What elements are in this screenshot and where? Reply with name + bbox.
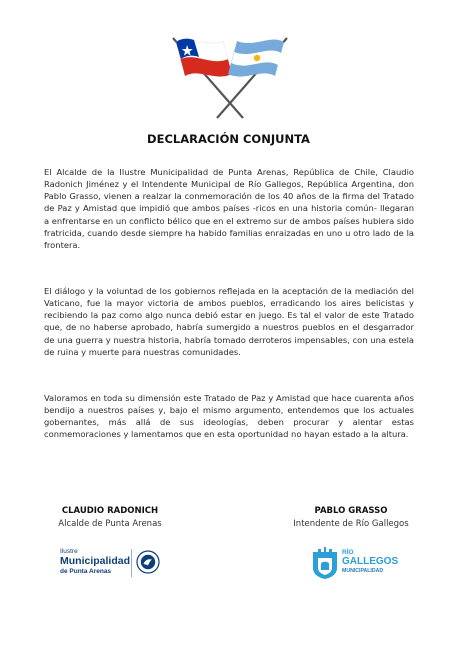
punta-arenas-logo <box>60 548 160 584</box>
signatory-name: CLAUDIO RADONICH <box>61 506 159 516</box>
crossed-flags-icon <box>155 28 305 120</box>
signatory-role: Intendente de Río Gallegos <box>293 519 409 529</box>
logo-line: de Punta Arenas <box>60 568 112 575</box>
paragraph-2: El diálogo y la voluntad de los gobiernos reflejada en la aceptación de la mediación del Vaticano, fue la mayor victoria de ambos pueblos, erradicando los aires belicistas y recibiendo la paz como algo nunca debió estar en juego. Es tal el valor de este Tratado que, de no haberse aprobado, habría sumergido a nuestros pueblos en el desgarrador de una guerra y nuestra historia, habría tomado derroteros impensables, con una estela de ruina y muerte para nuestras comunidades. <box>44 286 414 357</box>
logo-line: GALLEGOS <box>342 556 399 567</box>
argentina-flag-icon <box>228 39 284 76</box>
logo-line: Ilustre <box>60 548 78 555</box>
logo-line: MUNICIPALIDAD <box>342 568 384 574</box>
logo-divider <box>131 549 132 577</box>
signature-block-right <box>276 505 426 531</box>
municipal-seal-icon <box>136 550 160 574</box>
logo-line: RÍO <box>342 549 354 556</box>
castle-crest-icon <box>310 546 340 580</box>
rio-gallegos-logo <box>310 546 399 582</box>
signatory-role: Alcalde de Punta Arenas <box>58 519 162 529</box>
signature-block-left <box>40 505 180 531</box>
logo-line: Municipalidad <box>60 555 131 567</box>
chile-flag-icon <box>176 39 232 77</box>
paragraph-1: El Alcalde de la Ilustre Municipalidad de Punta Arenas, República de Chile, Claudio Radonich Jiménez y el Intendente Municipal de Río Gallegos, República Argentina, don Pablo Grasso, vienen a realzar la conmemoración de los 40 años de la firma del Tratado de Paz y Amistad que impidió que ambos países -ricos en una historia común- llegaran a enfrentarse en un conflicto bélico que en el extremo sur de ambos países hubiera sido fratricida, cuando desde siempre ha habido familias enraizadas en uno u otro lado de la frontera. <box>44 167 414 250</box>
document-title: DECLARACIÓN CONJUNTA <box>147 132 310 146</box>
paragraph-3: Valoramos en toda su dimensión este Tratado de Paz y Amistad que hace cuarenta años bendijo a nuestros países y, bajo el mismo argumento, entendemos que los actuales gobernantes, más allá de sus ideologías, deben procurar y alentar estas conmemoraciones y lamentamos que en esta oportunidad no hayan estado a la altura. <box>44 393 414 440</box>
signatory-name: PABLO GRASSO <box>314 506 388 516</box>
